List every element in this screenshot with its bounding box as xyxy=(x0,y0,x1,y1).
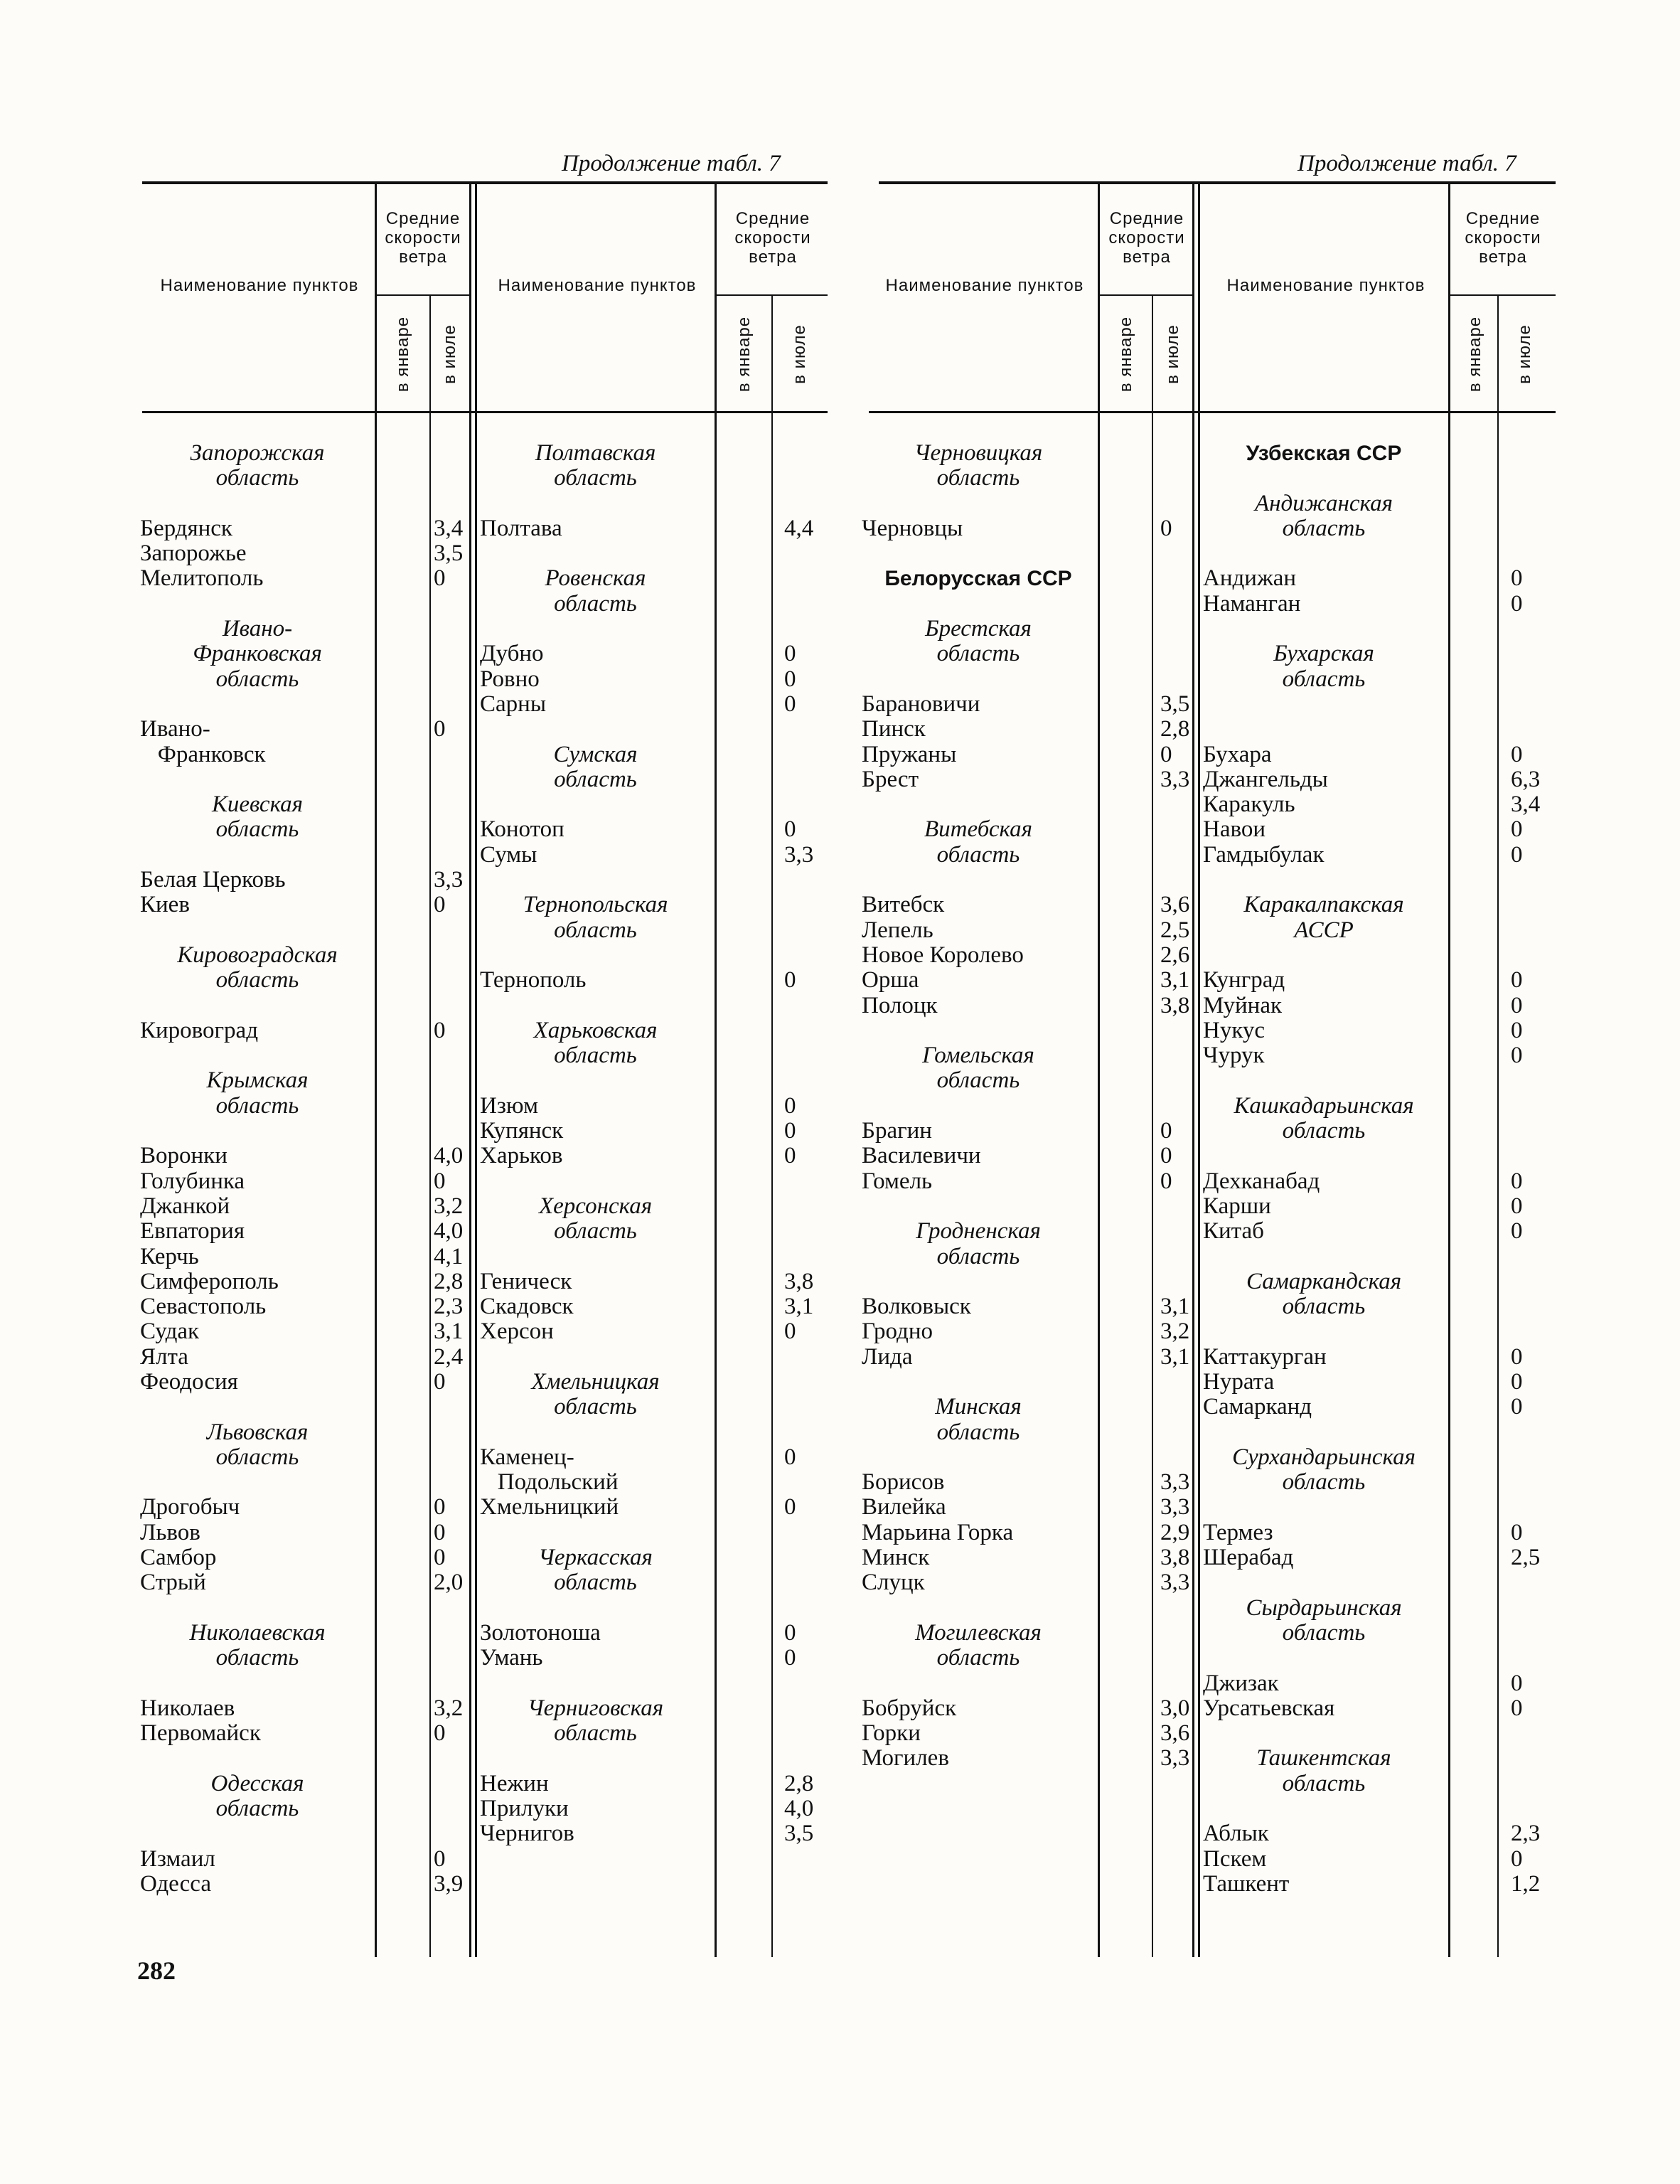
region-name: область xyxy=(215,666,299,692)
july-speed: 0 xyxy=(1511,1168,1523,1194)
station-name: Одесса xyxy=(140,1870,211,1897)
station-name: Шерабад xyxy=(1203,1545,1294,1571)
july-speed: 4,0 xyxy=(784,1796,814,1822)
july-speed: 0 xyxy=(1511,1845,1523,1872)
july-speed: 2,0 xyxy=(434,1570,464,1596)
station-name: Муйнак xyxy=(1203,992,1283,1018)
july-speed: 0 xyxy=(434,1494,446,1520)
july-speed: 0 xyxy=(1511,816,1523,843)
region-name: Брестская xyxy=(925,616,1032,642)
station-name: Дрогобыч xyxy=(140,1494,240,1520)
july-speed: 3,3 xyxy=(1160,766,1190,792)
station-name: Марьина Горка xyxy=(862,1519,1014,1545)
july-speed: 0 xyxy=(784,1444,796,1470)
station-name: Нурата xyxy=(1203,1368,1275,1395)
region-name: область xyxy=(215,1092,299,1119)
region-name: область xyxy=(1282,1469,1366,1496)
july-speed: 3,2 xyxy=(434,1695,464,1721)
station-name: Кировоград xyxy=(140,1017,258,1043)
july-speed: 0 xyxy=(784,1319,796,1345)
left-b-name-header: Наименование пунктов xyxy=(498,276,697,295)
station-name: Пскем xyxy=(1203,1845,1267,1872)
july-speed: 0 xyxy=(784,1092,796,1119)
station-name: Стрый xyxy=(140,1570,206,1596)
region-name: Кашкадарьинская xyxy=(1234,1092,1414,1119)
region-name: Львовская xyxy=(206,1419,309,1445)
july-speed: 0 xyxy=(434,892,446,918)
july-speed: 0 xyxy=(1511,967,1523,994)
right-b-jul-header: в июле xyxy=(1515,324,1534,384)
station-name: Волковыск xyxy=(862,1294,971,1320)
region-name: Минская xyxy=(935,1394,1022,1420)
region-name: Сурхандарьинская xyxy=(1232,1444,1416,1470)
station-name: Ровно xyxy=(480,666,540,692)
july-speed: 0 xyxy=(1160,515,1172,541)
july-speed: 2,8 xyxy=(784,1770,814,1796)
station-name: Гамдыбулак xyxy=(1203,841,1325,868)
july-speed: 0 xyxy=(1511,1043,1523,1069)
station-name: Полтава xyxy=(480,515,562,541)
station-name: Конотоп xyxy=(480,816,565,843)
july-speed: 6,3 xyxy=(1511,766,1541,792)
july-speed: 3,2 xyxy=(434,1193,464,1219)
region-name: Сумская xyxy=(553,741,638,767)
page-number: 282 xyxy=(137,1956,176,1985)
station-name: Скадовск xyxy=(480,1294,574,1320)
july-speed: 3,3 xyxy=(1160,1494,1190,1520)
station-name: Самарканд xyxy=(1203,1394,1312,1420)
station-name: Бердянск xyxy=(140,515,232,541)
station-name: Сарны xyxy=(480,691,546,717)
station-name: Дубно xyxy=(480,641,544,667)
region-name: область xyxy=(936,1243,1020,1269)
region-name: область xyxy=(554,1043,637,1069)
july-speed: 3,3 xyxy=(434,867,464,893)
right-header-rule xyxy=(869,411,1556,413)
region-name: Андижанская xyxy=(1255,490,1393,516)
station-name: Феодосия xyxy=(140,1368,238,1395)
july-speed: 3,1 xyxy=(1160,1343,1190,1370)
july-speed: 0 xyxy=(784,691,796,717)
station-name: Николаев xyxy=(140,1695,235,1721)
right-rule-3 xyxy=(1192,184,1194,1957)
july-speed: 3,3 xyxy=(1160,1570,1190,1596)
july-speed: 2,3 xyxy=(434,1294,464,1320)
july-speed: 0 xyxy=(784,816,796,843)
right-rule-5 xyxy=(1448,184,1450,1957)
station-name: Гомель xyxy=(862,1168,933,1194)
station-name: Пинск xyxy=(862,716,926,742)
station-name: Бобруйск xyxy=(862,1695,957,1721)
july-speed: 4,0 xyxy=(434,1143,464,1169)
july-speed: 0 xyxy=(1511,1017,1523,1043)
region-name: Черниговская xyxy=(527,1695,664,1721)
july-speed: 0 xyxy=(1511,741,1523,767)
station-name: Кунград xyxy=(1203,967,1285,994)
region-name: Бухарская xyxy=(1273,641,1374,667)
region-name: область xyxy=(215,967,299,994)
right-a-name-header: Наименование пунктов xyxy=(885,276,1084,295)
july-speed: 3,4 xyxy=(1511,792,1541,818)
july-speed: 2,5 xyxy=(1511,1545,1541,1571)
right-b-name-header: Наименование пунктов xyxy=(1226,276,1425,295)
region-name: область xyxy=(1282,1118,1366,1144)
left-b-speed-header: Средние скорости ветра xyxy=(734,209,811,267)
july-speed: 4,0 xyxy=(434,1218,464,1245)
station-name: Джизак xyxy=(1203,1670,1279,1696)
july-speed: 0 xyxy=(1511,1670,1523,1696)
station-name: Измаил xyxy=(140,1845,215,1872)
station-name: Каменец- xyxy=(480,1444,574,1470)
july-speed: 3,6 xyxy=(1160,892,1190,918)
region-name: Николаевская xyxy=(189,1619,326,1646)
station-name: Брагин xyxy=(862,1118,932,1144)
region-name: Полтавская xyxy=(535,440,656,466)
july-speed: 3,2 xyxy=(1160,1319,1190,1345)
station-name: Тернополь xyxy=(480,967,587,994)
region-name: Гомельская xyxy=(922,1043,1034,1069)
july-speed: 0 xyxy=(1511,565,1523,592)
station-name: Гродно xyxy=(862,1319,933,1345)
station-name: Полоцк xyxy=(862,992,938,1018)
left-b-jan-header: в январе xyxy=(734,316,754,393)
station-name: Бухара xyxy=(1203,741,1272,767)
july-speed: 3,3 xyxy=(784,841,814,868)
region-name: Черновицкая xyxy=(914,440,1043,466)
july-speed: 0 xyxy=(1511,841,1523,868)
region-name: область xyxy=(936,465,1020,491)
region-name: Кировоградская xyxy=(177,942,338,968)
station-name: Голубинка xyxy=(140,1168,245,1194)
region-name: область xyxy=(554,1570,637,1596)
left-a-speed-header: Средние скорости ветра xyxy=(385,209,461,267)
july-speed: 0 xyxy=(434,1017,446,1043)
station-name: Лепель xyxy=(862,917,933,943)
july-speed: 0 xyxy=(434,1845,446,1872)
station-name: Андижан xyxy=(1203,565,1297,592)
station-name: Каттакурган xyxy=(1203,1343,1327,1370)
july-speed: 3,3 xyxy=(1160,1469,1190,1496)
region-name: Ивано- xyxy=(222,616,293,642)
station-name: Нукус xyxy=(1203,1017,1266,1043)
july-speed: 0 xyxy=(1511,590,1523,617)
station-name: Запорожье xyxy=(140,540,247,567)
july-speed: 2,5 xyxy=(1160,917,1190,943)
july-speed: 0 xyxy=(434,1519,446,1545)
region-name: Могилевская xyxy=(915,1619,1042,1646)
left-header-rule xyxy=(142,411,828,413)
region-name: Крымская xyxy=(206,1067,309,1094)
station-name: Подольский xyxy=(480,1469,619,1496)
july-speed: 0 xyxy=(434,1168,446,1194)
right-continuation-caption: Продолжение табл. 7 xyxy=(1298,151,1516,176)
july-speed: 0 xyxy=(1511,1193,1523,1219)
july-speed: 2,3 xyxy=(1511,1821,1541,1847)
july-speed: 3,6 xyxy=(1160,1720,1190,1747)
region-name: область xyxy=(936,1645,1020,1671)
region-name: область xyxy=(554,766,637,792)
station-name: Мелитополь xyxy=(140,565,264,592)
region-name: Хмельницкая xyxy=(531,1368,660,1395)
left-a-jul-header: в июле xyxy=(440,324,459,384)
region-name: Черкасская xyxy=(538,1545,653,1571)
station-name: Каракуль xyxy=(1203,792,1295,818)
region-name: область xyxy=(936,1067,1020,1094)
region-name: Ташкентская xyxy=(1256,1745,1391,1772)
region-name: Киевская xyxy=(211,792,304,818)
station-name: Горки xyxy=(862,1720,921,1747)
region-name: область xyxy=(215,1796,299,1822)
july-speed: 0 xyxy=(1511,1368,1523,1395)
july-speed: 0 xyxy=(1160,1168,1172,1194)
region-name: область xyxy=(215,816,299,843)
station-name: Китаб xyxy=(1203,1218,1264,1245)
station-name: Навои xyxy=(1203,816,1266,843)
july-speed: 3,9 xyxy=(434,1870,464,1897)
station-name: Ивано- xyxy=(140,716,210,742)
left-top-rule xyxy=(142,181,828,184)
region-name: область xyxy=(1282,1294,1366,1320)
region-name: область xyxy=(1282,1619,1366,1646)
right-a-jan-header: в январе xyxy=(1116,316,1135,393)
july-speed: 3,1 xyxy=(1160,967,1190,994)
july-speed: 0 xyxy=(784,1645,796,1671)
region-name: Франковская xyxy=(193,641,322,667)
left-a-jan-header: в январе xyxy=(393,316,412,393)
july-speed: 0 xyxy=(434,565,446,592)
republic-name: Белорусская ССР xyxy=(884,567,1072,591)
right-top-rule xyxy=(879,181,1556,184)
station-name: Геническ xyxy=(480,1268,572,1294)
region-name: Харьковская xyxy=(533,1017,658,1043)
region-name: область xyxy=(936,641,1020,667)
july-speed: 3,8 xyxy=(1160,1545,1190,1571)
region-name: область xyxy=(215,465,299,491)
july-speed: 0 xyxy=(784,1143,796,1169)
right-rule-4 xyxy=(1198,184,1200,1957)
station-name: Витебск xyxy=(862,892,945,918)
july-speed: 2,9 xyxy=(1160,1519,1190,1545)
region-name: область xyxy=(1282,515,1366,541)
left-continuation-caption: Продолжение табл. 7 xyxy=(562,151,781,176)
region-name: область xyxy=(554,1218,637,1245)
july-speed: 3,1 xyxy=(784,1294,814,1320)
july-speed: 3,5 xyxy=(1160,691,1190,717)
station-name: Карши xyxy=(1203,1193,1271,1219)
station-name: Херсон xyxy=(480,1319,554,1345)
station-name: Орша xyxy=(862,967,919,994)
station-name: Пружаны xyxy=(862,741,957,767)
july-speed: 2,8 xyxy=(1160,716,1190,742)
region-name: Ровенская xyxy=(545,565,646,592)
region-name: область xyxy=(554,1394,637,1420)
station-name: Борисов xyxy=(862,1469,945,1496)
right-rule-6 xyxy=(1497,296,1499,1957)
july-speed: 2,4 xyxy=(434,1343,464,1370)
station-name: Евпатория xyxy=(140,1218,245,1245)
july-speed: 0 xyxy=(434,1545,446,1571)
left-rule-2 xyxy=(429,296,431,1957)
station-name: Львов xyxy=(140,1519,200,1545)
july-speed: 1,2 xyxy=(1511,1870,1541,1897)
left-a-name-header: Наименование пунктов xyxy=(160,276,359,295)
region-name: Сырдарьинская xyxy=(1246,1594,1402,1621)
july-speed: 0 xyxy=(1511,1695,1523,1721)
left-rule-5 xyxy=(715,184,717,1957)
july-speed: 0 xyxy=(1511,1343,1523,1370)
station-name: Хмельницкий xyxy=(480,1494,619,1520)
station-name: Чернигов xyxy=(480,1821,574,1847)
july-speed: 2,6 xyxy=(1160,942,1190,968)
region-name: Гродненская xyxy=(916,1218,1041,1245)
station-name: Франковск xyxy=(140,741,266,767)
station-name: Севастополь xyxy=(140,1294,267,1320)
july-speed: 3,5 xyxy=(434,540,464,567)
station-name: Урсатьевская xyxy=(1203,1695,1335,1721)
july-speed: 0 xyxy=(434,1720,446,1747)
station-name: Могилев xyxy=(862,1745,949,1772)
station-name: Лида xyxy=(862,1343,913,1370)
left-rule-3 xyxy=(469,184,471,1957)
region-name: Витебская xyxy=(924,816,1032,843)
region-name: Тернопольская xyxy=(523,892,668,918)
station-name: Ялта xyxy=(140,1343,188,1370)
station-name: Слуцк xyxy=(862,1570,925,1596)
station-name: Барановичи xyxy=(862,691,980,717)
station-name: Симферополь xyxy=(140,1268,279,1294)
july-speed: 0 xyxy=(434,1368,446,1395)
july-speed: 0 xyxy=(1511,1519,1523,1545)
region-name: Самаркандская xyxy=(1246,1268,1402,1294)
left-rule-1 xyxy=(375,184,377,1957)
region-name: Одесская xyxy=(210,1770,304,1796)
july-speed: 4,1 xyxy=(434,1243,464,1269)
station-name: Ташкент xyxy=(1203,1870,1290,1897)
july-speed: 3,8 xyxy=(784,1268,814,1294)
july-speed: 3,3 xyxy=(1160,1745,1190,1772)
july-speed: 3,5 xyxy=(784,1821,814,1847)
station-name: Прилуки xyxy=(480,1796,569,1822)
july-speed: 3,4 xyxy=(434,515,464,541)
station-name: Новое Королево xyxy=(862,942,1024,968)
left-rule-4 xyxy=(475,184,477,1957)
station-name: Первомайск xyxy=(140,1720,261,1747)
july-speed: 0 xyxy=(784,967,796,994)
july-speed: 3,1 xyxy=(1160,1294,1190,1320)
left-rule-6 xyxy=(771,296,773,1957)
right-b-jan-header: в январе xyxy=(1465,316,1484,393)
july-speed: 0 xyxy=(1511,992,1523,1018)
july-speed: 4,4 xyxy=(784,515,814,541)
region-name: область xyxy=(215,1645,299,1671)
station-name: Харьков xyxy=(480,1143,563,1169)
region-name: Запорожская xyxy=(190,440,325,466)
station-name: Василевичи xyxy=(862,1143,981,1169)
july-speed: 0 xyxy=(784,1494,796,1520)
region-name: область xyxy=(936,841,1020,868)
july-speed: 0 xyxy=(784,1619,796,1646)
station-name: Чурук xyxy=(1203,1043,1265,1069)
station-name: Джангельды xyxy=(1203,766,1328,792)
right-rule-2 xyxy=(1152,296,1153,1957)
left-b-jul-header: в июле xyxy=(790,324,809,384)
july-speed: 3,1 xyxy=(434,1319,464,1345)
july-speed: 0 xyxy=(1160,1118,1172,1144)
station-name: Судак xyxy=(140,1319,200,1345)
july-speed: 0 xyxy=(434,716,446,742)
july-speed: 0 xyxy=(784,666,796,692)
july-speed: 0 xyxy=(784,1118,796,1144)
station-name: Воронки xyxy=(140,1143,228,1169)
july-speed: 3,0 xyxy=(1160,1695,1190,1721)
july-speed: 0 xyxy=(1160,741,1172,767)
right-a-jul-header: в июле xyxy=(1163,324,1182,384)
july-speed: 0 xyxy=(1511,1394,1523,1420)
july-speed: 0 xyxy=(784,641,796,667)
region-name: область xyxy=(1282,666,1366,692)
station-name: Сумы xyxy=(480,841,537,868)
july-speed: 2,8 xyxy=(434,1268,464,1294)
region-name: Каракалпакская xyxy=(1243,892,1404,918)
station-name: Вилейка xyxy=(862,1494,946,1520)
station-name: Киев xyxy=(140,892,190,918)
right-rule-1 xyxy=(1098,184,1100,1957)
station-name: Керчь xyxy=(140,1243,199,1269)
region-name: область xyxy=(554,465,637,491)
july-speed: 3,8 xyxy=(1160,992,1190,1018)
right-a-speed-header: Средние скорости ветра xyxy=(1108,209,1185,267)
right-b-speed-header: Средние скорости ветра xyxy=(1465,209,1541,267)
july-speed: 0 xyxy=(1160,1143,1172,1169)
station-name: Джанкой xyxy=(140,1193,230,1219)
region-name: область xyxy=(215,1444,299,1470)
region-name: область xyxy=(1282,1770,1366,1796)
station-name: Самбор xyxy=(140,1545,217,1571)
region-name: АССР xyxy=(1294,917,1354,943)
station-name: Нежин xyxy=(480,1770,549,1796)
station-name: Белая Церковь xyxy=(140,867,286,893)
station-name: Золотоноша xyxy=(480,1619,601,1646)
region-name: область xyxy=(554,1720,637,1747)
station-name: Наманган xyxy=(1203,590,1301,617)
station-name: Аблык xyxy=(1203,1821,1269,1847)
region-name: Херсонская xyxy=(538,1193,653,1219)
station-name: Изюм xyxy=(480,1092,538,1119)
station-name: Дехканабад xyxy=(1203,1168,1320,1194)
republic-name: Узбекская ССР xyxy=(1246,442,1402,465)
july-speed: 0 xyxy=(1511,1218,1523,1245)
station-name: Черновцы xyxy=(862,515,963,541)
station-name: Брест xyxy=(862,766,919,792)
station-name: Минск xyxy=(862,1545,930,1571)
station-name: Термез xyxy=(1203,1519,1273,1545)
region-name: область xyxy=(936,1419,1020,1445)
station-name: Умань xyxy=(480,1645,543,1671)
region-name: область xyxy=(554,590,637,617)
region-name: область xyxy=(554,917,637,943)
station-name: Купянск xyxy=(480,1118,564,1144)
